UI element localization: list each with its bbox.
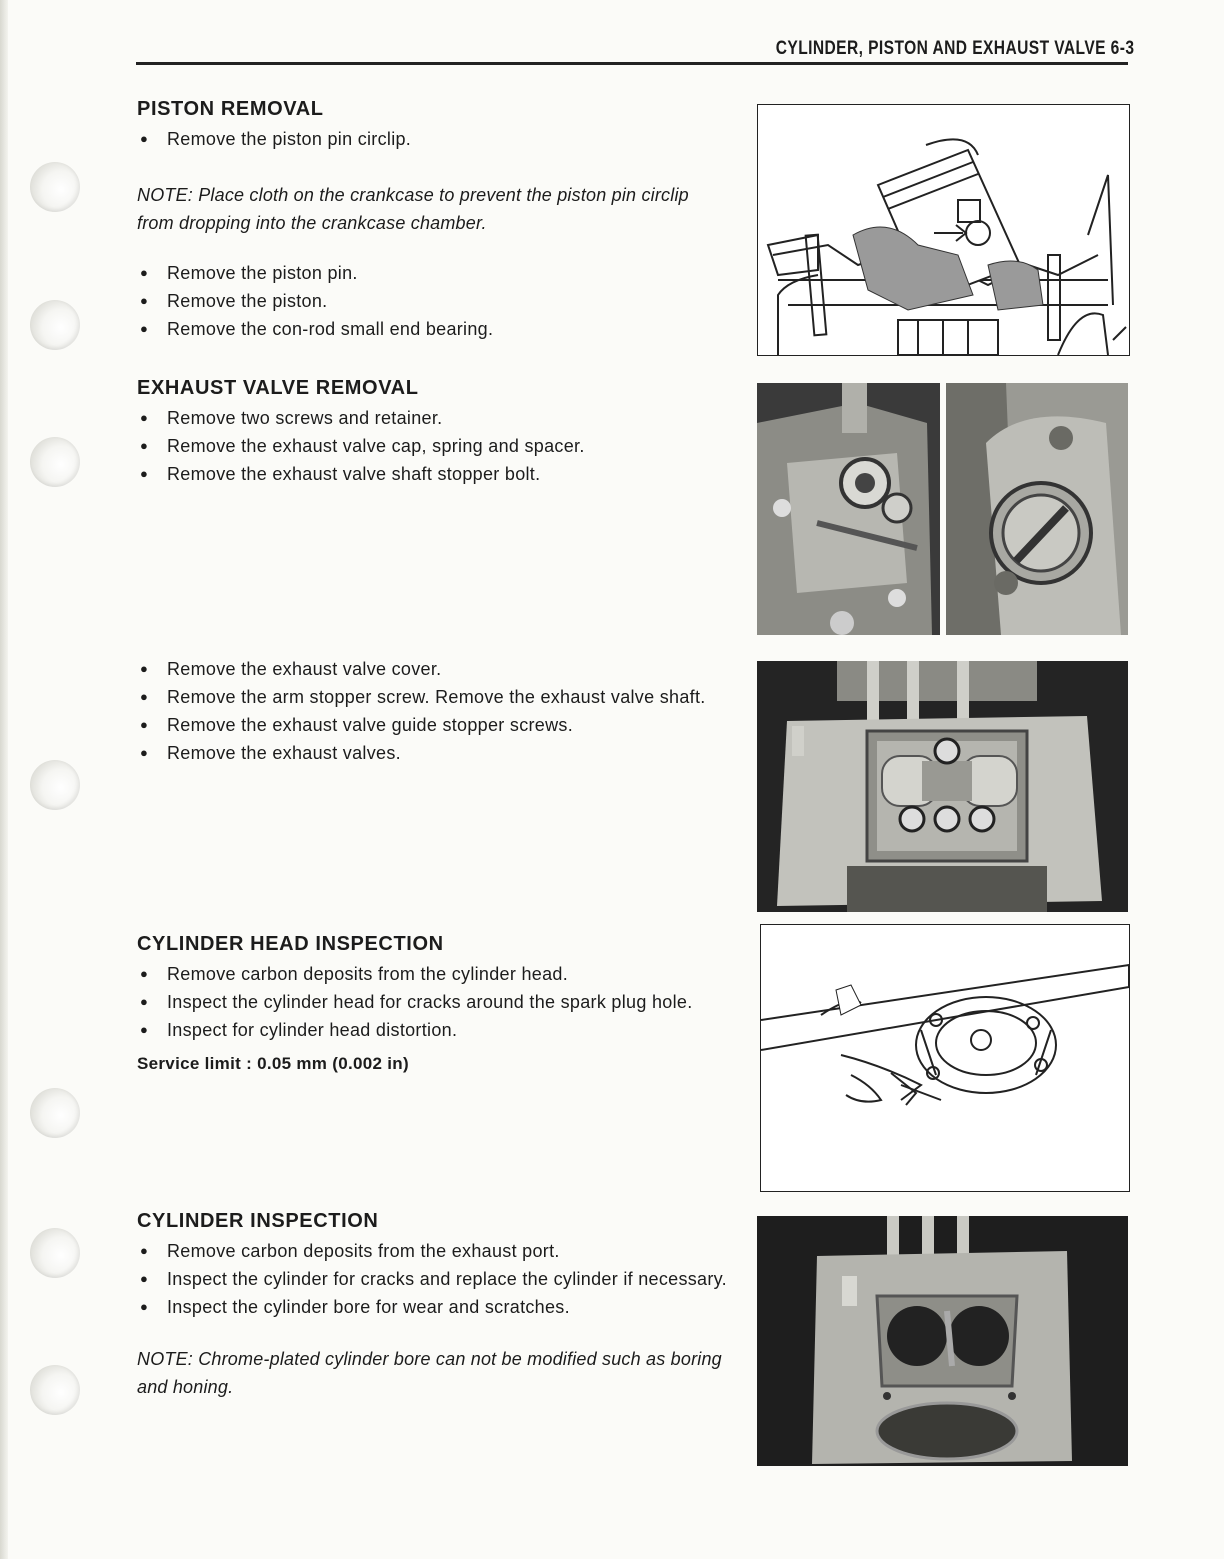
exhaust-valve-cover-photo: [757, 661, 1128, 912]
list-item: ● Remove the exhaust valves.: [137, 739, 735, 767]
binder-hole: [30, 1365, 80, 1415]
list-item: ● Inspect for cylinder head distortion.: [137, 1016, 737, 1044]
step-list: [137, 1237, 737, 1321]
page-edge: [0, 0, 8, 1559]
section-exhaust-valve-removal: [137, 377, 737, 488]
section-title: EXHAUST VALVE REMOVAL: [137, 377, 419, 399]
list-item: ● Remove carbon deposits from the cylinder head.: [137, 960, 737, 988]
section-exhaust-valve-removal-cont: [137, 655, 735, 767]
list-item: ● Remove the con-rod small end bearing.: [137, 315, 737, 343]
piston-removal-illustration: [757, 104, 1130, 356]
section-cylinder-inspection: [137, 1210, 737, 1401]
cylinder-head-distortion-illustration: [760, 924, 1130, 1192]
note: NOTE: Chrome-plated cylinder bore can not be modified such as boring and honing.: [137, 1349, 722, 1397]
list-item: ● Inspect the cylinder for cracks and replace the cylinder if necessary.: [137, 1265, 737, 1293]
list-item: ● Remove the exhaust valve shaft stopper bolt.: [137, 460, 737, 488]
binder-hole: [30, 437, 80, 487]
section-cylinder-head-inspection: [137, 933, 737, 1074]
list-item: ● Remove the piston pin circlip.: [137, 125, 737, 153]
binder-hole: [30, 760, 80, 810]
cylinder-exhaust-port-photo: [757, 1216, 1128, 1466]
step-list: [137, 960, 737, 1044]
section-title: CYLINDER INSPECTION: [137, 1210, 379, 1232]
step-list: [137, 404, 737, 488]
step-list: [137, 259, 737, 343]
list-item: ● Remove the piston pin.: [137, 259, 737, 287]
section-piston-removal: [137, 98, 737, 343]
header-rule: [136, 62, 1128, 65]
note: NOTE: Place cloth on the crankcase to prevent the piston pin circlip from dropping into the crankcase chamber.: [137, 185, 689, 233]
step-list: [137, 655, 735, 767]
binder-hole: [30, 1228, 80, 1278]
section-title: PISTON REMOVAL: [137, 98, 324, 120]
binder-hole: [30, 300, 80, 350]
list-item: ● Remove the exhaust valve cover.: [137, 655, 735, 683]
running-head: CYLINDER, PISTON AND EXHAUST VALVE 6-3: [775, 38, 1134, 59]
list-item: ● Remove the exhaust valve guide stopper screws.: [137, 711, 735, 739]
exhaust-valve-cap-photo: [946, 383, 1128, 635]
list-item: ● Remove the exhaust valve cap, spring and spacer.: [137, 432, 737, 460]
service-limit: Service limit : 0.05 mm (0.002 in): [137, 1054, 409, 1073]
binder-hole: [30, 1088, 80, 1138]
exhaust-valve-retainer-photo: [757, 383, 940, 635]
list-item: ● Inspect the cylinder bore for wear and scratches.: [137, 1293, 737, 1321]
list-item: ● Remove carbon deposits from the exhaust port.: [137, 1237, 737, 1265]
list-item: ● Remove the piston.: [137, 287, 737, 315]
list-item: ● Inspect the cylinder head for cracks around the spark plug hole.: [137, 988, 737, 1016]
section-title: CYLINDER HEAD INSPECTION: [137, 933, 444, 955]
binder-hole: [30, 162, 80, 212]
list-item: ● Remove the arm stopper screw. Remove the exhaust valve shaft.: [137, 683, 735, 711]
step-list: [137, 125, 737, 153]
list-item: ● Remove two screws and retainer.: [137, 404, 737, 432]
